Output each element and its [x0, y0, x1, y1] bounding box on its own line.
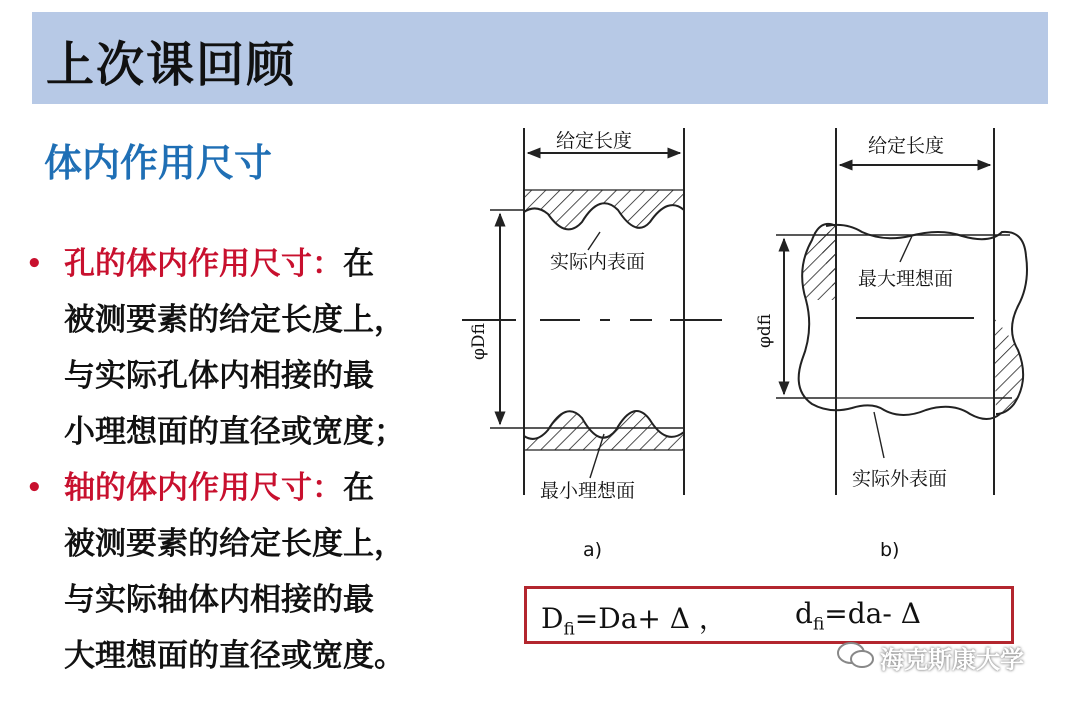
- diagram-a-caption: a): [583, 539, 603, 561]
- diagram-a: [462, 128, 722, 495]
- diagram-b-surface-label: 实际外表面: [852, 468, 948, 490]
- diagram-b-dim-label: φdfi: [755, 313, 775, 348]
- diagram-a-length-label: 给定长度: [556, 130, 633, 152]
- bullet-text: 被测要素的给定长度上，: [64, 526, 405, 562]
- bullet-text: 与实际孔体内相接的最: [64, 358, 374, 394]
- bullet-key: 轴的体内作用尺寸：: [64, 470, 343, 506]
- bullet-dot-icon: •: [26, 473, 43, 503]
- bullet-text: 被测要素的给定长度上，: [64, 302, 405, 338]
- diagram-a-dim-label: φDfi: [469, 323, 489, 360]
- bullet-text: 小理想面的直径或宽度；: [64, 414, 405, 450]
- bullet-dot-icon: •: [26, 249, 43, 279]
- bullet-text: 在: [343, 246, 374, 282]
- watermark-text: 海克斯康大学: [880, 646, 1024, 674]
- bullet-text: 与实际轴体内相接的最: [64, 582, 374, 618]
- section-subtitle: 体内作用尺寸: [44, 141, 273, 185]
- diagram-b: [776, 128, 1027, 495]
- diagram-a-ideal-label: 最小理想面: [540, 480, 636, 502]
- formula-hole: $D_{fi}=Da+ \Delta$ ，: [541, 602, 727, 640]
- formula-shaft: $d_{fi}=da-$ Δ: [795, 597, 921, 635]
- formula-box: [524, 586, 1014, 644]
- page-title: 上次课回顾: [46, 37, 297, 93]
- bullet-text: 大理想面的直径或宽度。: [64, 638, 405, 674]
- diagram-a-surface-label: 实际内表面: [550, 251, 646, 273]
- diagram-b-caption: b): [880, 539, 900, 561]
- wechat-icon: [836, 641, 876, 669]
- diagram-b-length-label: 给定长度: [868, 135, 945, 157]
- bullet-text: 在: [343, 470, 374, 506]
- diagram-b-ideal-label: 最大理想面: [858, 268, 954, 290]
- bullet-key: 孔的体内作用尺寸：: [64, 246, 343, 282]
